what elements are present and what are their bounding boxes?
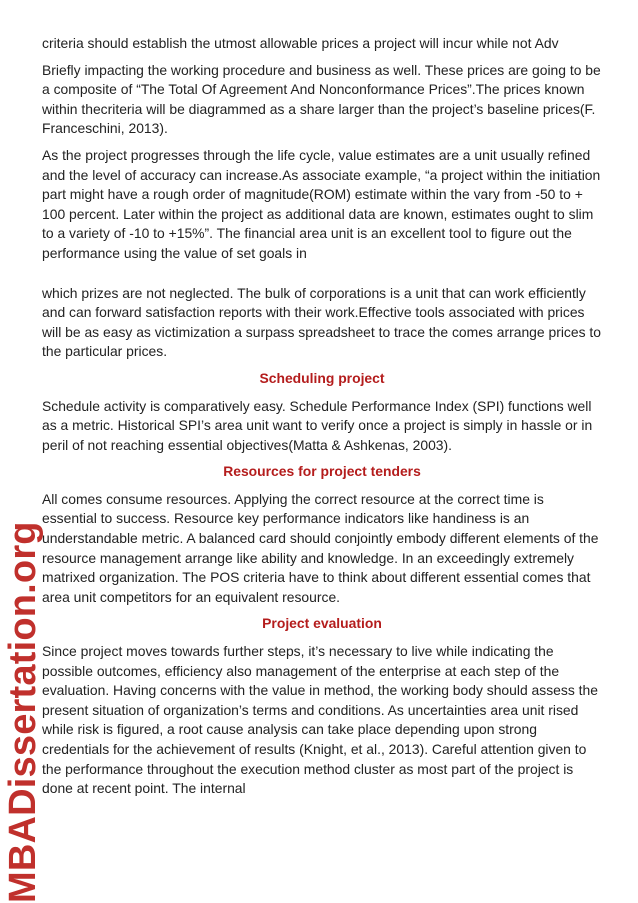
paragraph-briefly: Briefly impacting the working procedure and business as well. These prices are going to be a composite of “The Total Of Agreement And Nonconformance Prices”.The prices known within thecriteria will be diagrammed as a share larger than the project’s baseline prices(F. Franceschini, 2013). [42,61,601,137]
paragraph-life-cycle: As the project progresses through the life cycle, value estimates are a unit usually refined and the level of accuracy can increase.As associate example, “a project within the initiation part might have a rough order of magnitude(ROM) estimate within the vary from -50 to + 100 percent. Later within the project as additional data are known, estimates ought to slim to a variety of -10 to +15%”. The financial area unit is an excellent tool to figure out the performance using the value of set goals in [42,146,601,261]
watermark-logo: MBADissertation.org [2,521,44,903]
heading-scheduling-project: Scheduling project [259,369,385,386]
paragraph-criteria: criteria should establish the utmost allowable prices a project will incur while not Adv [42,35,559,51]
heading-resources: Resources for project tenders [223,463,421,480]
paragraph-prizes: which prizes are not neglected. The bulk of corporations is a unit that can work efficiently and can forward satisfaction reports with their work.Effective tools associated with prices will be as easy as victimization a surpass spreadsheet to trace the comes arrange prices to the particular prices. [42,284,601,360]
paragraph-resources: All comes consume resources. Applying the correct resource at the correct time is essential to success. Resource key performance indicators like handiness is an understandable metric. A balanced card should conjointly embody different elements of the resource management arrange like ability and knowledge. In an exceedingly extremely matrixed organization. The POS criteria have to think about different essential comes that area unit competitors for an equivalent resource. [42,490,599,605]
paragraph-evaluation: Since project moves towards further steps, it’s necessary to live while indicating the possible outcomes, efficiency also management of the enterprise at each step of the evaluation. Having concerns with the value in method, the working body should assess the present situation of organization’s terms and conditions. As uncertainties area unit rised while risk is figured, a root cause analysis can take place depending upon strong credentials for the achievement of results (Knight, et al., 2013). Careful attention given to the performance throughout the execution method cluster as most part of the project is done at recent point. The internal [42,643,598,797]
paragraph-schedule: Schedule activity is comparatively easy. Schedule Performance Index (SPI) functions well as a metric. Historical SPI’s area unit want to verify once a project is simply in hassle or in peril of not reaching essential objectives(Matta & Ashkenas, 2003). [42,397,593,453]
heading-project-evaluation: Project evaluation [262,615,382,632]
document-body [42,34,602,806]
